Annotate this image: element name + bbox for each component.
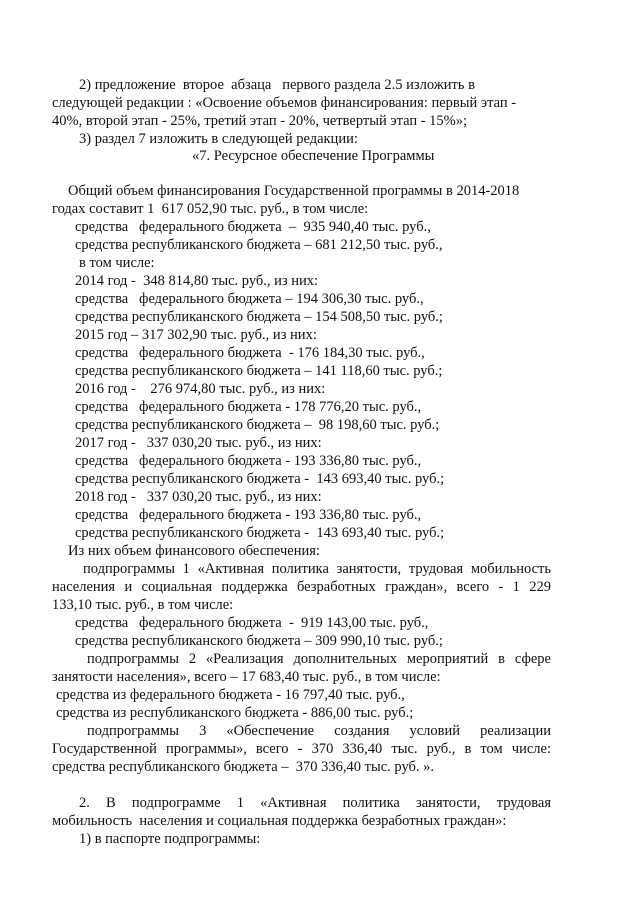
- text-line: средства федерального бюджета – 194 306,30 тыс. руб.,: [75, 291, 424, 307]
- text-line: 3) раздел 7 изложить в следующей редакции:: [79, 131, 358, 147]
- text-line: 2016 год - 276 974,80 тыс. руб., из них:: [75, 381, 326, 397]
- text-line: 2. В подпрограмме 1 «Активная политика занятости, трудовая: [79, 795, 551, 811]
- text-line: средства из федерального бюджета - 16 797,40 тыс. руб.,: [56, 687, 405, 703]
- text-line: средства федерального бюджета - 193 336,80 тыс. руб.,: [75, 453, 422, 469]
- text-line: средства республиканского бюджета – 370 336,40 тыс. руб. ».: [52, 759, 435, 775]
- text-line: 2017 год - 337 030,20 тыс. руб., из них:: [75, 435, 322, 451]
- text-line: населения и социальная поддержка безработных граждан», всего - 1 229: [52, 579, 551, 595]
- text-line: средства федерального бюджета - 193 336,80 тыс. руб.,: [75, 507, 422, 523]
- text-line: Общий объем финансирования Государственной программы в 2014-2018: [68, 183, 520, 199]
- text-line: средства федерального бюджета - 178 776,20 тыс. руб.,: [75, 399, 422, 415]
- text-line: подпрограммы 2 «Реализация дополнительных мероприятий в сфере: [87, 651, 551, 667]
- text-line: средства республиканского бюджета - 143 693,40 тыс. руб.;: [75, 525, 445, 541]
- text-line: 2015 год – 317 302,90 тыс. руб., из них:: [75, 327, 317, 343]
- text-line: 2018 год - 337 030,20 тыс. руб., из них:: [75, 489, 322, 505]
- text-line: подпрограммы 1 «Активная политика занятости, трудовая мобильность: [83, 561, 551, 577]
- text-line: средства федерального бюджета - 176 184,30 тыс. руб.,: [75, 345, 425, 361]
- text-line: средства республиканского бюджета – 309 990,10 тыс. руб.;: [75, 633, 443, 649]
- text-line: средства республиканского бюджета – 98 198,60 тыс. руб.;: [75, 417, 440, 433]
- text-line: мобильность населения и социальная поддержка безработных граждан»:: [52, 813, 507, 829]
- text-line: 133,10 тыс. руб., в том числе:: [52, 597, 234, 613]
- text-line: 2) предложение второе абзаца первого раздела 2.5 изложить в: [79, 77, 475, 93]
- text-line: средства республиканского бюджета – 154 508,50 тыс. руб.;: [75, 309, 443, 325]
- text-line: 1) в паспорте подпрограммы:: [79, 831, 261, 847]
- text-line: средства федерального бюджета – 935 940,40 тыс. руб.,: [75, 219, 431, 235]
- text-line: Государственной программы», всего - 370 336,40 тыс. руб., в том числе:: [52, 741, 551, 757]
- text-line: в том числе:: [79, 255, 155, 271]
- text-line: средства республиканского бюджета - 143 693,40 тыс. руб.;: [75, 471, 445, 487]
- section-heading: «7. Ресурсное обеспечение Программы: [192, 148, 435, 164]
- text-line: годах составит 1 617 052,90 тыс. руб., в том числе:: [52, 201, 369, 217]
- text-line: 2014 год - 348 814,80 тыс. руб., из них:: [75, 273, 319, 289]
- text-line: подпрограммы 3 «Обеспечение создания условий реализации: [87, 723, 551, 739]
- text-line: средства республиканского бюджета – 681 212,50 тыс. руб.,: [75, 237, 443, 253]
- text-line: следующей редакции : «Освоение объемов финансирования: первый этап -: [52, 95, 517, 111]
- text-line: средства федерального бюджета - 919 143,00 тыс. руб.,: [75, 615, 429, 631]
- text-line: средства республиканского бюджета – 141 118,60 тыс. руб.;: [75, 363, 443, 379]
- text-line: 40%, второй этап - 25%, третий этап - 20%, четвертый этап - 15%»;: [52, 113, 468, 129]
- text-line: занятости населения», всего – 17 683,40 тыс. руб., в том числе:: [52, 669, 441, 685]
- text-line: средства из республиканского бюджета - 886,00 тыс. руб.;: [56, 705, 414, 721]
- text-line: Из них объем финансового обеспечения:: [68, 543, 320, 559]
